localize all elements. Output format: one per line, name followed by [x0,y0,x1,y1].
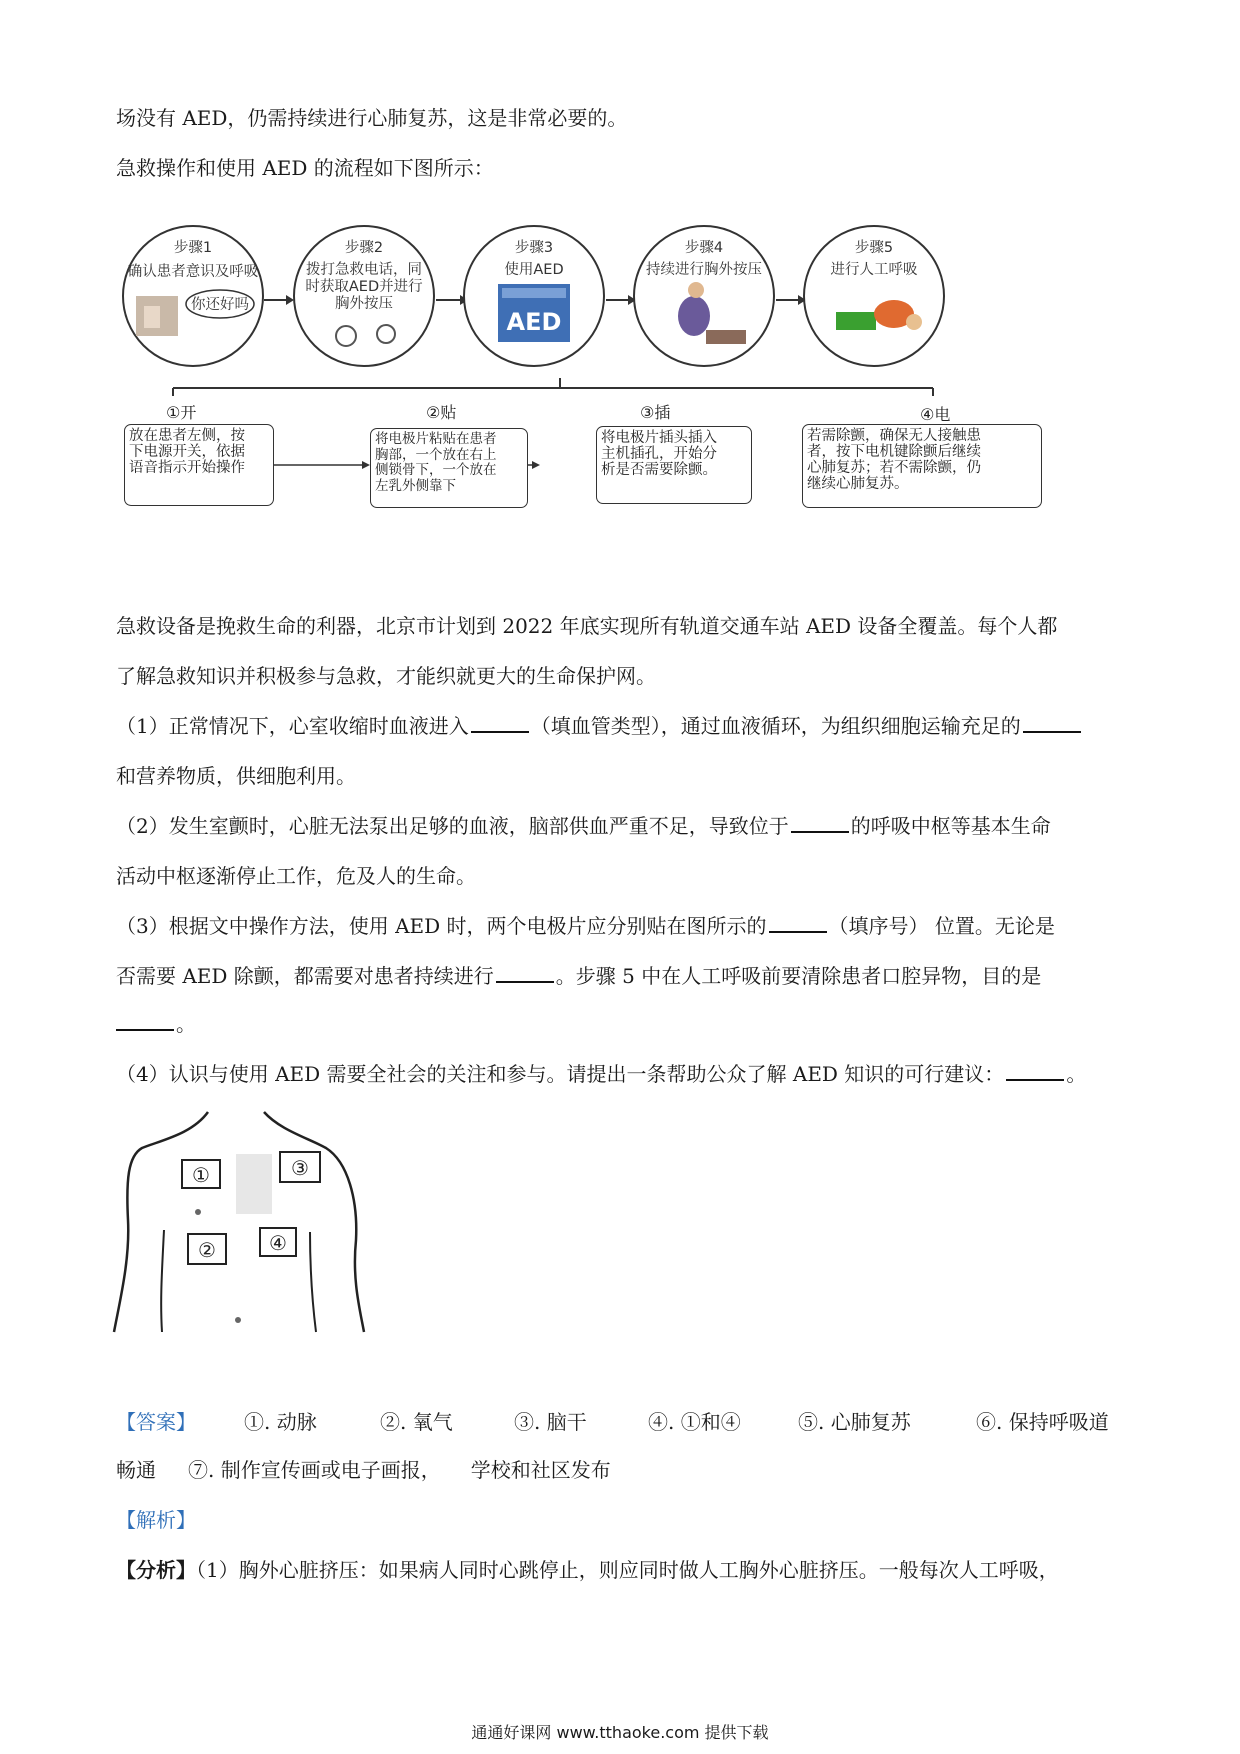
answer-blank [471,713,529,733]
step-1-title: 步骤1 [173,240,213,256]
svg-text:①: ① [192,1163,210,1187]
step-5-circle [804,226,944,366]
step-5-title: 步骤5 [854,240,894,256]
svg-text:使用AED: 使用AED [504,262,564,278]
arrow-4 [776,295,806,305]
step-3-circle [464,226,604,366]
answer-item-4: ④. ①和④ [648,1410,741,1434]
step-2-circle [294,226,434,366]
answer-line-2: 畅通 ⑦. 制作宣传画或电子画报， 学校和社区发布 [116,1458,611,1482]
svg-text:④: ④ [269,1231,287,1255]
svg-text:胸外按压: 胸外按压 [335,296,393,312]
substep-4-mark: ④电 [920,405,951,424]
question-2: （2）发生室颤时，心脏无法泵出足够的血液，脑部供血严重不足，导致位于 的呼吸中枢等基本生命 [116,814,1051,838]
step-2-title: 步骤2 [344,240,384,256]
svg-text:时获取AED并进行: 时获取AED并进行 [305,279,423,295]
question-4: （4）认识与使用 AED 需要全社会的关注和参与。请提出一条帮助公众了解 AED 知识的可行建议： 。 [116,1062,1087,1086]
paragraph-3: 急救设备是挽救生命的利器，北京市计划到 2022 年底实现所有轨道交通车站 AED 设备全覆盖。每个人都 [116,614,1058,638]
substep-1-box: 放在患者左侧，按 下电源开关，依据 语音指示开始操作 [124,424,274,506]
answer-item-5: ⑤. 心肺复苏 [798,1410,911,1434]
answer-blank [791,813,849,833]
answer-item-1: ①. 动脉 [244,1410,317,1434]
electrode-position-3 [280,1152,320,1182]
page-footer: 通通好课网 www.tthaoke.com 提供下载 [471,1723,769,1742]
step-1-text: 确认患者意识及呼吸 [127,264,259,280]
step-3-title: 步骤3 [514,240,554,256]
svg-text:进行人工呼吸: 进行人工呼吸 [830,262,918,278]
answer-blank [1023,713,1081,733]
step-1-bubble: 你还好吗 [191,297,249,313]
svg-text:拨打急救电话，同: 拨打急救电话，同 [306,262,422,278]
step-1-circle [123,226,263,366]
substep-3-box: 将电极片插头插入 主机插孔，开始分 析是否需要除颤。 [596,426,752,504]
arrow-3 [606,295,636,305]
answer-item-3: ③. 脑干 [514,1410,587,1434]
substep-1-mark: ①开 [166,403,197,422]
answer-blank [769,913,827,933]
question-2-cont: 活动中枢逐渐停止工作，危及人的生命。 [116,864,476,888]
svg-text:持续进行胸外按压: 持续进行胸外按压 [646,262,762,278]
paragraph-2: 急救操作和使用 AED 的流程如下图所示： [116,156,494,180]
answer-blank [1006,1061,1064,1081]
arrow-1 [264,295,294,305]
answer-blank [116,1011,174,1031]
svg-text:②: ② [198,1238,216,1262]
svg-text:③: ③ [291,1156,309,1180]
paragraph-4: 了解急救知识并积极参与急救，才能织就更大的生命保护网。 [116,664,656,688]
question-1: （1）正常情况下，心室收缩时血液进入 （填血管类型），通过血液循环，为组织细胞运输充足的 [116,712,1083,740]
question-3-cont: 否需要 AED 除颤，都需要对患者持续进行 。步骤 5 中在人工呼吸前要清除患者口腔异物，目的是 [116,964,1042,988]
analysis-text: 【分析】（1）胸外心脏挤压：如果病人同时心跳停止，则应同时做人工胸外心脏挤压。一般每次人工呼吸， [116,1558,1059,1582]
answer-tag: 【答案】 [116,1410,196,1434]
question-1-cont: 和营养物质，供细胞利用。 [116,764,356,788]
aed-device-label: AED [506,308,562,336]
question-3-end: 。 [116,1010,196,1038]
step-4-title: 步骤4 [684,240,724,256]
substep-2-mark: ②贴 [426,403,457,422]
torso-electrode-figure [112,1110,372,1340]
electrode-position-2 [188,1234,226,1264]
answer-item-6: ⑥. 保持呼吸道 [976,1410,1109,1434]
substep-3-mark: ③插 [640,403,671,422]
electrode-position-1 [182,1160,220,1188]
substep-4-box: 若需除颤，确保无人接触患 者，按下电机键除颤后继续 心肺复苏；若不需除颤，仍 继续心肺复苏。 [802,424,1042,508]
sub-arrow-1 [258,461,370,469]
answer-item-2: ②. 氧气 [380,1410,453,1434]
analysis-tag: 【解析】 [116,1508,196,1532]
step-4-circle [634,226,774,366]
paragraph-1: 场没有 AED，仍需持续进行心肺复苏，这是非常必要的。 [116,106,628,130]
answer-blank [496,963,554,983]
flow-bracket [173,378,933,396]
question-3: （3）根据文中操作方法，使用 AED 时，两个电极片应分别贴在图所示的 （填序号） 位置。无论是 [116,914,1055,938]
substep-2-box: 将电极片粘贴在患者 胸部，一个放在右上 侧锁骨下，一个放在 左乳外侧靠下 [370,428,528,508]
electrode-position-4 [260,1228,296,1256]
